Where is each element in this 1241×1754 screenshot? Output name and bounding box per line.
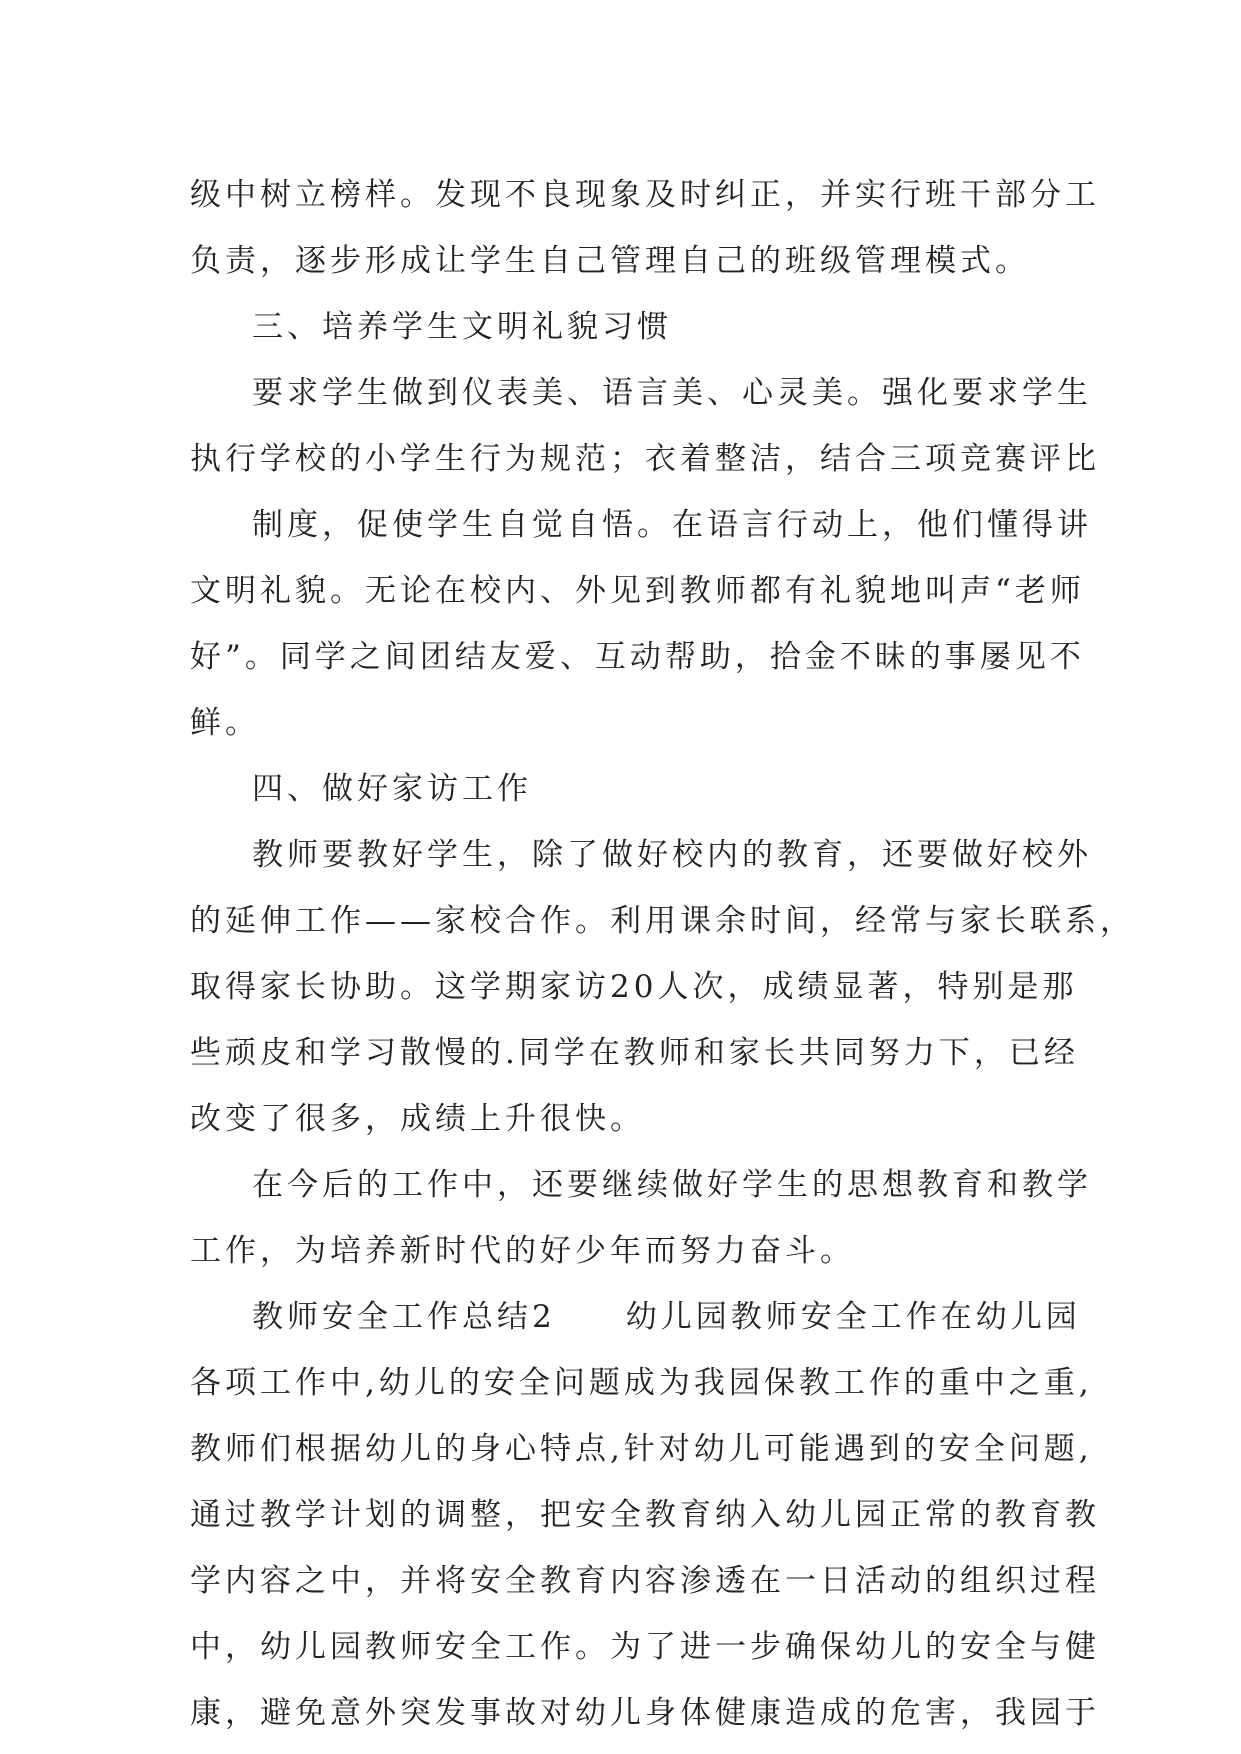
paragraph-line: 的延伸工作——家校合作。利用课余时间，经常与家长联系，	[190, 903, 1135, 939]
paragraph-line: 执行学校的小学生行为规范；衣着整洁，结合三项竞赛评比	[190, 441, 1100, 477]
paragraph-line: 些顽皮和学习散慢的.同学在教师和家长共同努力下，已经	[190, 1035, 1079, 1071]
paragraph-line: 通过教学计划的调整，把安全教育纳入幼儿园正常的教育教	[190, 1497, 1100, 1533]
paragraph-line: 文明礼貌。无论在校内、外见到教师都有礼貌地叫声“老师	[190, 573, 1085, 609]
paragraph-line: 改变了很多，成绩上升很快。	[190, 1101, 645, 1137]
paragraph-line: 中，幼儿园教师安全工作。为了进一步确保幼儿的安全与健	[190, 1629, 1100, 1665]
document-body	[190, 162, 1135, 1746]
paragraph-line: 在今后的工作中，还要继续做好学生的思想教育和教学	[252, 1167, 1092, 1203]
paragraph-line: 级中树立榜样。发现不良现象及时纠正，并实行班干部分工	[190, 177, 1100, 213]
paragraph-line: 鲜。	[190, 705, 260, 741]
paragraph-line: 取得家长协助。这学期家访20人次，成绩显著，特别是那	[190, 969, 1078, 1005]
section-heading: 三、培养学生文明礼貌习惯	[252, 309, 672, 345]
paragraph-line: 教师们根据幼儿的身心特点,针对幼儿可能遇到的安全问题,	[190, 1431, 1093, 1467]
section-heading: 四、做好家访工作	[252, 771, 532, 807]
paragraph-line: 好”。同学之间团结友爱、互动帮助，拾金不昧的事屡见不	[190, 639, 1085, 675]
paragraph-line: 制度，促使学生自觉自悟。在语言行动上，他们懂得讲	[252, 507, 1092, 543]
section-heading-line: 教师安全工作总结2 幼儿园教师安全工作在幼儿园	[252, 1299, 1081, 1335]
paragraph-line: 要求学生做到仪表美、语言美、心灵美。强化要求学生	[252, 375, 1092, 411]
paragraph-line: 教师要教好学生，除了做好校内的教育，还要做好校外	[252, 837, 1092, 873]
paragraph-line: 各项工作中,幼儿的安全问题成为我园保教工作的重中之重,	[190, 1365, 1093, 1401]
paragraph-line: 工作，为培养新时代的好少年而努力奋斗。	[190, 1233, 855, 1269]
paragraph-line: 学内容之中，并将安全教育内容渗透在一日活动的组织过程	[190, 1563, 1100, 1599]
paragraph-line: 康，避免意外突发事故对幼儿身体健康造成的危害，我园于	[190, 1695, 1100, 1731]
paragraph-line: 负责，逐步形成让学生自己管理自己的班级管理模式。	[190, 243, 1030, 279]
